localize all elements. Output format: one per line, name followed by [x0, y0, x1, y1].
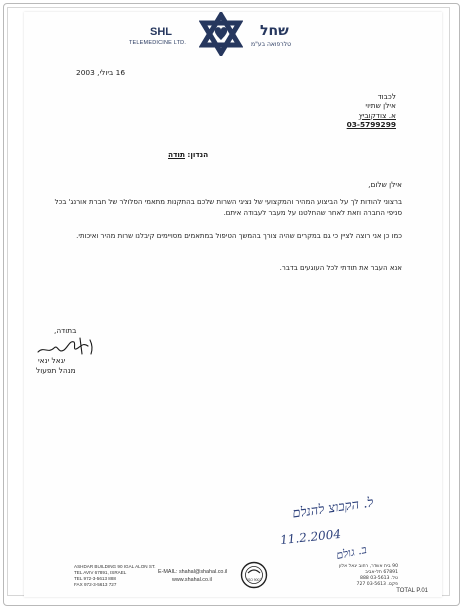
brand-english-subtitle: TELEMEDICINE LTD. [129, 40, 187, 46]
greeting: אילן שלום, [368, 180, 402, 189]
letter-date: 16 ביולי, 2003 [76, 68, 126, 77]
footer-email: E-MAIL: shahal@shahal.co.il [158, 569, 228, 575]
footer-line: פקס. 03-5613 727 [356, 582, 398, 587]
seal-text: ISO 9002 [247, 578, 262, 582]
seal-icon [240, 561, 268, 589]
fax-page-mark: TOTAL P.01 [396, 588, 428, 594]
footer-line: FAX 972-3-5613 727 [74, 582, 117, 587]
brand-hebrew-subtitle: טלרפואה בע"מ [251, 41, 291, 48]
footer-line: TEL AVIV 67891, ISRAEL [74, 570, 127, 575]
footer-address-english [74, 564, 156, 588]
handwritten-note [256, 495, 426, 570]
closing: בתודה, [54, 326, 77, 335]
body-paragraph: כמו כן אני רוצה לציין כי גם במקרים שהיה צורך בהמשך הטיפול במתאמים מסויימים קיבלנו שרות מהיר ואיכותי. [76, 232, 402, 240]
star-of-david-logo-icon [199, 12, 243, 56]
footer-line: טל. 03-5613 888 [360, 576, 398, 581]
subject-value: תודה [168, 150, 186, 159]
handwritten-line: ל. הקבוצ להנלם [291, 495, 375, 522]
subject-line [168, 150, 208, 159]
body-paragraph: ברצוני להודות לך על הביצוע המהיר והמקצועי של נציגי השרות שלכם בהתקנות מתאמי הסלולר של חברת אורנג' בכל סניפי החברה וזאת לאחר שהחלטנו על מעבר לעבודה איתם. [54, 198, 402, 217]
recipient-name: אילן שתיוי [365, 101, 396, 111]
footer-line: 67891 תל-אביב [365, 570, 398, 575]
recipient-company: א. צודקוביץ [358, 110, 396, 120]
signer-title: מנהל תפעול [36, 366, 76, 375]
footer-website: www.shahal.co.il [172, 577, 212, 583]
handwritten-line: ב. גולם [334, 542, 368, 563]
footer-line: ASHDAR BUILDING 90 IGAL ALON ST. [74, 564, 156, 569]
footer-line: TEL 972-3-5613 888 [74, 576, 116, 581]
footer-contact [158, 568, 227, 584]
signature-scribble [36, 334, 96, 358]
recipient-block [347, 92, 396, 130]
signer-name: יגאל ינאי [38, 356, 66, 365]
recipient-salutation: לכבוד [377, 92, 396, 101]
iso-certification-seal [240, 561, 268, 589]
footer-line: 90 בית אשדר, רחוב יגאל אלון [338, 564, 398, 569]
subject-label: הנדון: [187, 150, 209, 159]
handwritten-date: 11.2.2004 [279, 526, 342, 548]
brand-english: SHL [150, 26, 172, 38]
recipient-phone: 03-5799299 [346, 120, 396, 130]
body-paragraph: אנא העבר את תודתי לכל העוגעים בדבר. [279, 264, 402, 272]
footer-address-hebrew [339, 564, 398, 588]
letter-page [24, 12, 442, 597]
brand-hebrew: שחל [260, 23, 289, 39]
